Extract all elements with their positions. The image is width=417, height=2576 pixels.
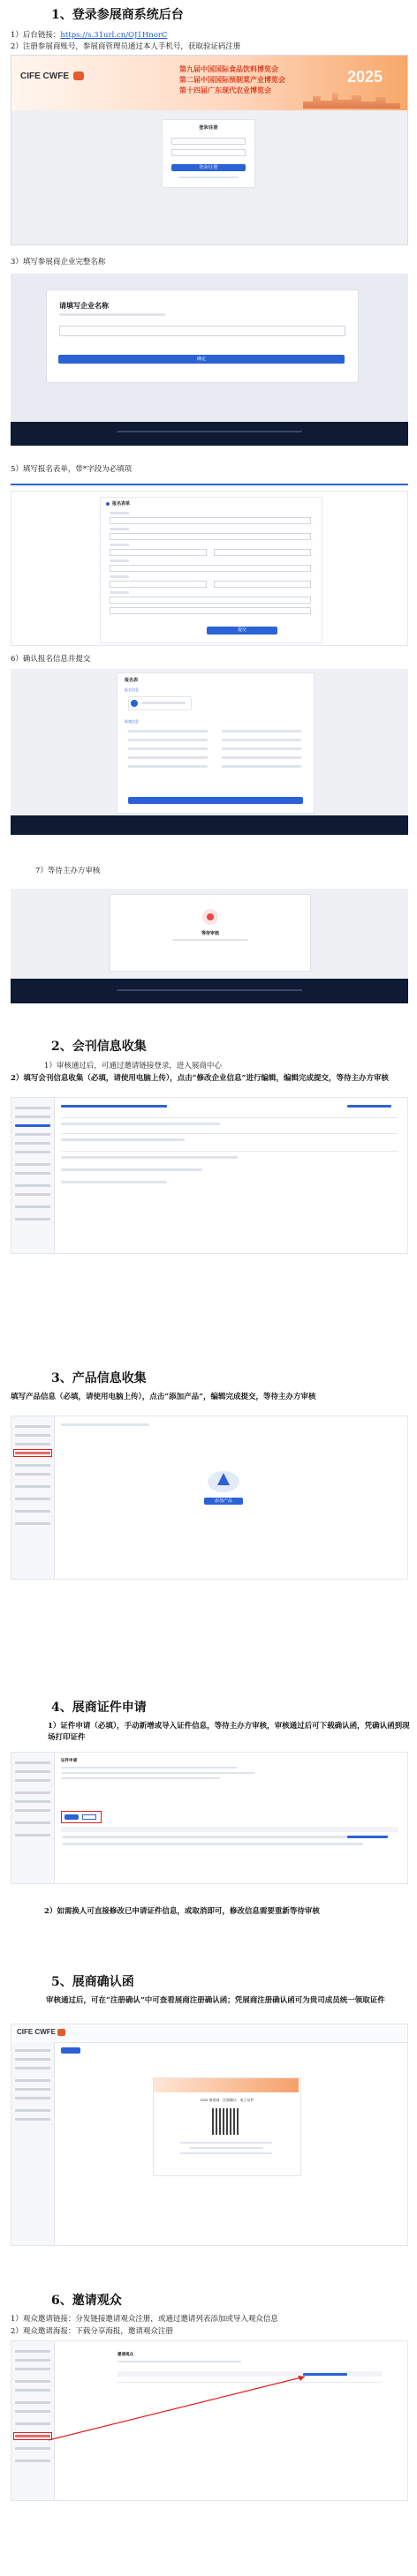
letter-detail-1 — [180, 2142, 272, 2144]
invite-desc — [118, 2361, 241, 2362]
login-agreement-text — [178, 176, 239, 178]
catalog-row-1 — [61, 1123, 220, 1125]
sidebar-item-1[interactable] — [15, 1107, 50, 1109]
letter-logo-mark-icon — [57, 2029, 65, 2036]
banner-line-2: 第二届中国国际预制菜产业博览会 — [179, 76, 285, 84]
confirm-title: 报名表 — [125, 678, 139, 683]
sidebar-item-9[interactable] — [15, 1184, 50, 1187]
form-title: 报名表单 — [112, 501, 131, 507]
sidebar-item-8[interactable] — [15, 1498, 50, 1500]
login-card — [162, 119, 255, 188]
form-field-5[interactable] — [110, 565, 311, 572]
badge-row-1 — [63, 1836, 363, 1838]
sidebar-item-4[interactable] — [15, 1133, 50, 1136]
section5-title: 5、展商确认函 — [51, 1975, 134, 1989]
badge-screenshot — [11, 1752, 408, 1884]
confirm-row-5b — [222, 765, 301, 768]
sidebar-item-3[interactable] — [15, 1124, 50, 1127]
letter-detail-2 — [189, 2147, 263, 2149]
sidebar-item-11[interactable] — [15, 1205, 50, 1208]
sidebar-item-5[interactable] — [15, 1800, 50, 1803]
letter-detail-3 — [180, 2152, 272, 2154]
sidebar-item-6[interactable] — [15, 2097, 50, 2099]
section4-line2: 2）如需换人可直接修改已申请证件信息，或取消即可，修改信息需要重新等待审核 — [44, 1907, 320, 1916]
badge-actions-highlight — [61, 1811, 102, 1823]
form-field-7[interactable] — [214, 581, 311, 588]
catalog-row-line-2 — [61, 1133, 398, 1134]
sidebar-item-3[interactable] — [15, 1779, 50, 1782]
sidebar-item-4[interactable] — [15, 2380, 50, 2383]
badge-table-header — [61, 1827, 398, 1832]
catalog-row-4 — [61, 1168, 202, 1171]
banner-year: 2025 — [347, 68, 383, 86]
review-card — [110, 894, 311, 972]
confirm-sub-2: 展商信息 — [125, 719, 139, 724]
review-title: 等待审核 — [201, 931, 219, 936]
form-label-5 — [110, 560, 129, 562]
form-label-2 — [110, 528, 129, 530]
section1-step1 — [11, 30, 167, 41]
sidebar-item-7[interactable] — [15, 1163, 50, 1166]
invite-pointer-arrow — [47, 2373, 312, 2444]
company-title: 请填写企业名称 — [59, 302, 109, 310]
login-screenshot — [11, 55, 408, 245]
letter-title: 2025 参展商 · 注册确认 · 电子证件 — [200, 2098, 254, 2102]
sidebar-item-10[interactable] — [15, 2447, 50, 2450]
sidebar-item-8[interactable] — [15, 2422, 50, 2425]
empty-state-illustration-icon — [208, 1471, 239, 1492]
sidebar-item-4[interactable] — [15, 2079, 50, 2082]
form-field-6[interactable] — [110, 581, 207, 588]
expo-banner — [11, 56, 407, 110]
sidebar-item-6[interactable] — [15, 1809, 50, 1812]
sidebar-item-2[interactable] — [15, 2359, 50, 2362]
sidebar-item-5[interactable] — [15, 2389, 50, 2392]
form-field-2[interactable] — [110, 533, 311, 540]
invite-screenshot — [11, 2340, 408, 2501]
sidebar-item-8[interactable] — [15, 1172, 50, 1175]
form-label-3 — [110, 544, 129, 546]
catalog-sidebar — [11, 1098, 55, 1253]
form-top-divider — [11, 484, 408, 485]
section6-line1: 1）观众邀请链接：分发链接邀请观众注册，或通过邀请列表添加或导入观众信息 — [11, 2315, 278, 2324]
catalog-row-5 — [61, 1181, 167, 1183]
letter-logo: CIFE CWFE — [17, 2028, 56, 2036]
backend-link[interactable]: https://s.31url.cn/OJ1HnorC — [60, 31, 168, 40]
confirm-company-row — [128, 696, 192, 710]
sidebar-item-8[interactable] — [15, 2118, 50, 2121]
confirm-card — [117, 672, 315, 814]
sidebar-item-1[interactable] — [15, 2350, 50, 2353]
section1-step7: 7）等待主办方审核 — [35, 867, 101, 875]
step1-label: 1）后台链接： — [11, 31, 61, 40]
catalog-row-line-1 — [61, 1117, 398, 1118]
sidebar-item-2[interactable] — [15, 1770, 50, 1773]
phone-input[interactable] — [171, 138, 246, 145]
catalog-header — [61, 1105, 167, 1108]
sidebar-item-7[interactable] — [15, 1485, 50, 1488]
section1-step6: 6）确认报名信息并提交 — [11, 655, 91, 664]
company-avatar — [131, 700, 138, 707]
catalog-edit-link[interactable] — [347, 1105, 391, 1108]
catalog-row-3 — [61, 1156, 238, 1159]
banner-line-1: 第九届中国国际食品饮料博览会 — [179, 65, 278, 73]
confirm-row-3a — [128, 747, 208, 750]
invite-panel-title: 邀请观众 — [118, 2352, 133, 2356]
confirm-row-5a — [128, 765, 208, 768]
product-header — [61, 1423, 149, 1426]
sidebar-item-10[interactable] — [15, 1193, 50, 1196]
form-field-8[interactable] — [110, 597, 311, 604]
section6-line2: 2）观众邀请海报：下载分享海报，邀请观众注册 — [11, 2327, 173, 2336]
catalog-row-2 — [61, 1138, 185, 1141]
confirm-row-4b — [222, 756, 301, 759]
banner-logo: CIFE CWFE — [20, 71, 69, 81]
sidebar-item-2[interactable] — [15, 2058, 50, 2061]
confirmation-letter-screenshot — [11, 2024, 408, 2246]
sidebar-item-12[interactable] — [15, 1218, 50, 1220]
letter-sidebar — [11, 2042, 55, 2245]
section6-title: 6、邀请观众 — [51, 2294, 122, 2308]
section3-line1: 填写产品信息（必填，请使用电脑上传），点击“添加产品”，编辑完成提交，等待主办方审核 — [11, 1393, 316, 1401]
letter-download-button[interactable] — [61, 2047, 80, 2054]
form-field-1[interactable] — [110, 517, 311, 524]
badge-tab[interactable]: 证件申请 — [61, 1758, 77, 1762]
form-label-6 — [110, 575, 129, 578]
sidebar-item-4[interactable] — [15, 1791, 50, 1794]
letter-topbar — [11, 2024, 407, 2043]
letter-qr-code — [212, 2108, 239, 2135]
letter-banner — [154, 2078, 299, 2092]
review-footer-line — [117, 989, 302, 991]
confirm-row-1a — [128, 730, 208, 732]
product-nav-highlight — [13, 1449, 52, 1457]
sidebar-item-9[interactable] — [15, 1510, 50, 1513]
sidebar-item-3[interactable] — [15, 1443, 50, 1446]
form-card — [100, 497, 322, 643]
review-pending-dot — [207, 913, 214, 920]
confirm-footer — [11, 815, 408, 835]
section4-title: 4、展商证件申请 — [51, 1701, 147, 1715]
review-screenshot — [11, 889, 408, 1003]
sidebar-item-7[interactable] — [15, 1821, 50, 1824]
badge-row-actions[interactable] — [347, 1836, 388, 1838]
sidebar-item-6[interactable] — [15, 1473, 50, 1476]
section5-line1: 审核通过后，可在“注册确认”中可查看展商注册确认函；凭展商注册确认函可为贵司成员统一领取证件 — [46, 1996, 385, 2005]
catalog-screenshot — [11, 1097, 408, 1254]
confirm-sub-1: 报名信息 — [125, 687, 139, 692]
form-field-9[interactable] — [110, 607, 311, 614]
company-name-screenshot — [11, 274, 408, 446]
company-name-input[interactable] — [59, 326, 345, 336]
form-submit-button[interactable]: 提交 — [207, 627, 277, 635]
sidebar-item-7[interactable] — [15, 2410, 50, 2413]
verify-code-input[interactable] — [171, 149, 246, 156]
badge-desc-2 — [61, 1772, 255, 1774]
confirm-row-2b — [222, 739, 301, 741]
sidebar-item-3[interactable] — [15, 2368, 50, 2370]
review-desc — [172, 939, 248, 941]
section2-line1: 1）审核通过后，可通过邀请链接登录，进入展商中心 — [44, 1062, 222, 1070]
confirm-row-2a — [128, 739, 208, 741]
sidebar-item-8[interactable] — [15, 1834, 50, 1836]
banner-skyline — [303, 91, 400, 109]
page-footer — [11, 422, 408, 446]
banner-logo-mark-icon — [73, 71, 84, 80]
sidebar-item-1[interactable] — [15, 1761, 50, 1764]
sidebar-item-6[interactable] — [15, 1151, 50, 1153]
sidebar-item-6[interactable] — [15, 2401, 50, 2404]
form-label-8 — [110, 591, 129, 594]
footer-line — [117, 431, 302, 432]
confirm-row-1b — [222, 730, 301, 732]
badge-sidebar — [11, 1753, 55, 1883]
form-field-4[interactable] — [214, 549, 311, 556]
badge-desc-1 — [61, 1767, 238, 1769]
section3-title: 3、产品信息收集 — [51, 1371, 147, 1386]
sidebar-item-3[interactable] — [15, 2067, 50, 2069]
section1-step5: 5）填写报名表单，带*字段为必填项 — [11, 465, 133, 474]
product-screenshot — [11, 1416, 408, 1580]
company-hint — [59, 313, 165, 316]
sidebar-item-10[interactable] — [15, 1522, 50, 1525]
letter-card — [153, 2077, 301, 2176]
product-sidebar — [11, 1416, 55, 1579]
sidebar-item-1[interactable] — [15, 1425, 50, 1428]
sidebar-item-2[interactable] — [15, 1115, 50, 1118]
section1-step2: 2）注册参展商账号，参展商管理员通过本人手机号，获取验证码注册 — [11, 42, 241, 51]
confirm-submit-button[interactable] — [128, 797, 303, 804]
form-label-1 — [110, 512, 129, 514]
empty-state-triangle-icon — [217, 1473, 230, 1485]
sidebar-item-2[interactable] — [15, 1434, 50, 1437]
catalog-row-line-3 — [61, 1151, 398, 1152]
badge-desc-3 — [61, 1777, 220, 1779]
sidebar-item-7[interactable] — [15, 2109, 50, 2112]
review-footer — [11, 979, 408, 1003]
add-product-button[interactable]: 添加产品 — [204, 1498, 243, 1505]
login-title: 登录/注册 — [199, 125, 218, 131]
sidebar-item-1[interactable] — [15, 2049, 50, 2052]
sidebar-item-5[interactable] — [15, 2088, 50, 2091]
registration-form-screenshot — [11, 491, 408, 646]
company-name-placeholder — [141, 702, 186, 704]
banner-line-3: 第十四届广东现代农业博览会 — [179, 86, 271, 94]
sidebar-item-5[interactable] — [15, 1142, 50, 1145]
section2-line2: 2）填写会刊信息收集（必填，请使用电脑上传），点击“修改企业信息”进行编辑，编辑完成提交，等待主办方审核 — [11, 1074, 389, 1083]
company-confirm-button[interactable]: 确定 — [58, 355, 345, 364]
section2-title: 2、会刊信息收集 — [51, 1040, 147, 1054]
confirm-row-3b — [222, 747, 301, 750]
confirm-row-4a — [128, 756, 208, 759]
login-button[interactable]: 登录/注册 — [171, 164, 246, 171]
form-field-3[interactable] — [110, 549, 207, 556]
sidebar-item-11[interactable] — [15, 2460, 50, 2462]
section1-title: 1、登录参展商系统后台 — [51, 8, 184, 22]
badge-row-2 — [63, 1843, 363, 1845]
review-pending-icon — [202, 909, 218, 925]
form-title-dot — [106, 502, 110, 506]
section4-line1: 1）证件申请（必填），手动新增或导入证件信息，等待主办方审核，审核通过后可下载确认函，凭确认函到现场打印证件 — [48, 1722, 410, 1742]
section1-step3: 3）填写参展商企业完整名称 — [11, 258, 106, 267]
sidebar-item-5[interactable] — [15, 1464, 50, 1467]
confirm-info-screenshot — [11, 669, 408, 835]
company-card — [46, 289, 359, 383]
